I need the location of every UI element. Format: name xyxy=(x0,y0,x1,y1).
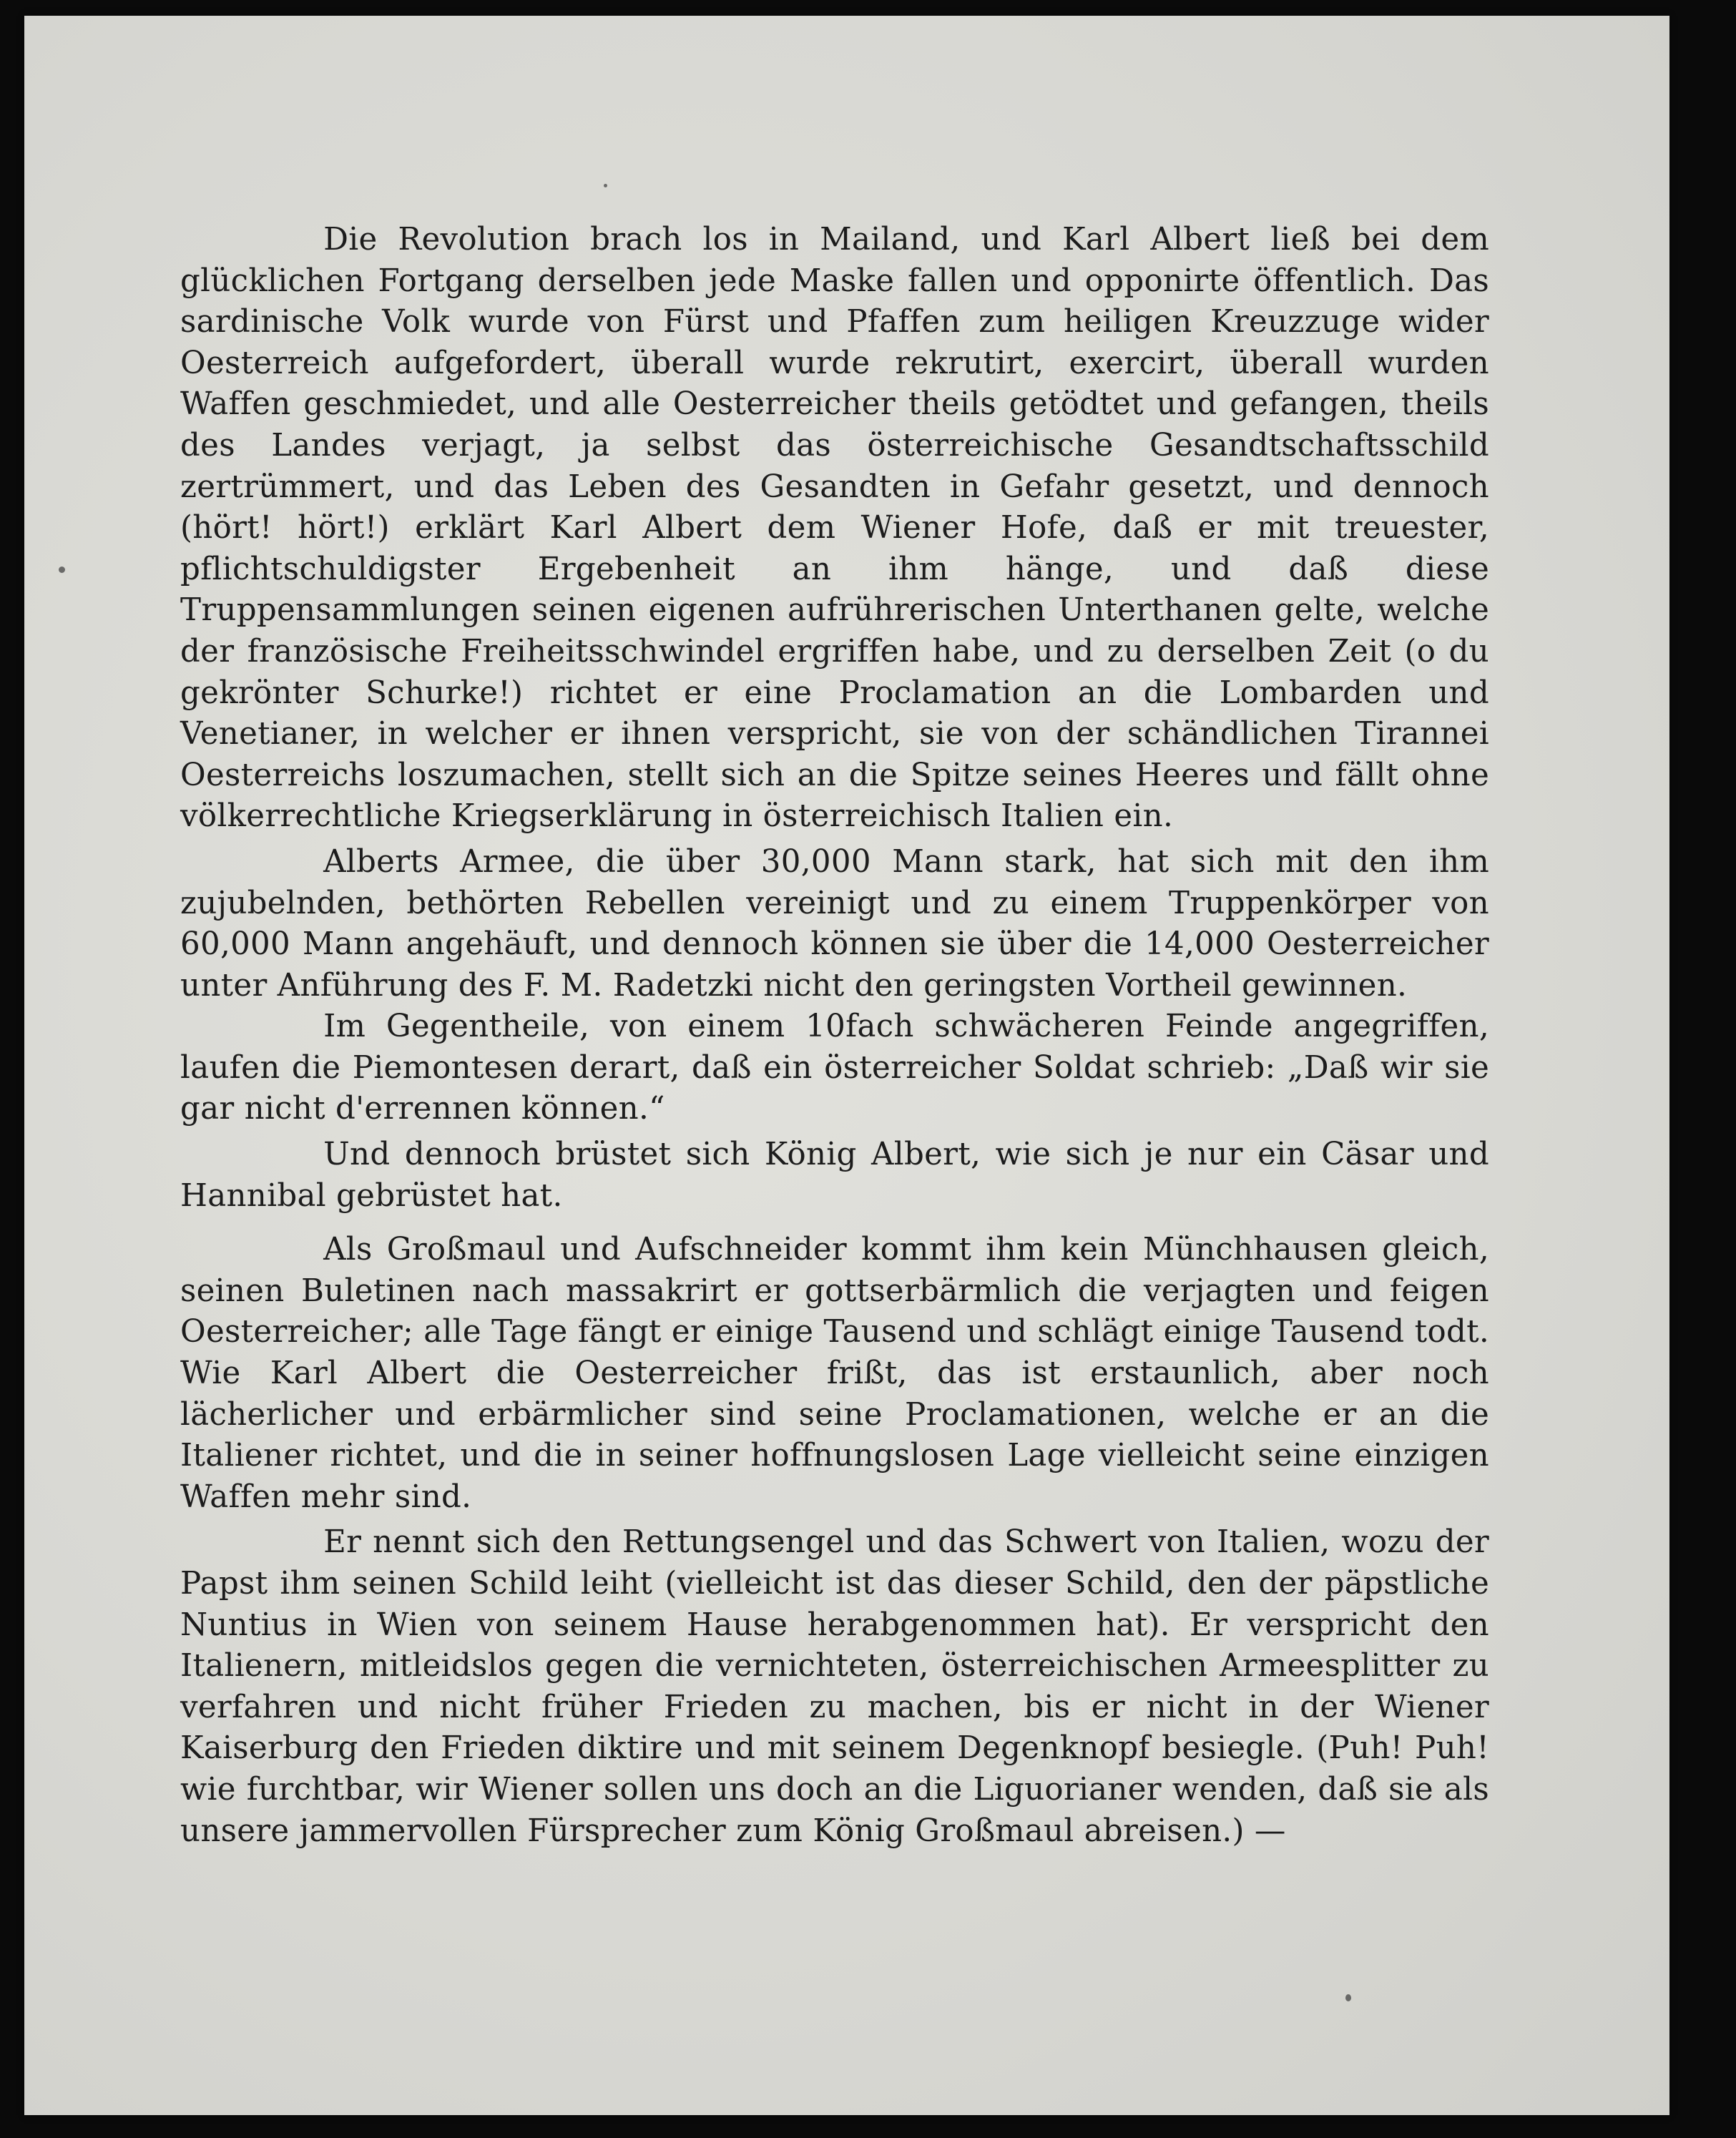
paragraph-rettungsengel: Er nennt sich den Rettungsengel und das Schwert von Italien, wozu der Papst ihm seinen Schild leiht (vielleicht ist das dieser Schild, den der päpstliche Nuntius in Wien von seinem Hause herabgenommen hat). Er verspricht den Italienern, mitleidslos gegen die vernichteten, österreichischen Armeesplitter zu verfahren und nicht früher Frieden zu machen, bis er nicht in der Wiener Kaiserburg den Frieden diktire und mit seinem Degenknopf besiegle. (Puh! Puh! wie furchtbar, wir Wiener sollen uns doch an die Liguorianer wenden, daß sie als unsere jammervollen Fürsprecher zum König Großmaul abreisen.) — xyxy=(180,1524,1489,1849)
ink-speck xyxy=(1345,1994,1351,2001)
document-page xyxy=(24,16,1669,2115)
paragraph-gegentheile: Im Gegentheile, von einem 10fach schwächeren Feinde angegriffen, laufen die Piemontesen derart, daß ein österreicher Soldat schrieb: „Daß wir sie gar nicht d'errennen können.“ xyxy=(180,1009,1489,1127)
paragraph-revolution: Die Revolution brach los in Mailand, und Karl Albert ließ bei dem glücklichen Fortgang derselben jede Maske fallen und opponirte öffentlich. Das sardinische Volk wurde von Fürst und Pfaffen zum heiligen Kreuzzuge wider Oesterreich aufgefordert, überall wurde rekrutirt, exercirt, überall wurden Waffen geschmiedet, und alle Oesterreicher theils getödtet und gefangen, theils des Landes verjagt, ja selbst das österreichische Gesandtschaftsschild zertrümmert, und das Leben des Gesandten in Gefahr gesetzt, und dennoch (hört! hört!) erklärt Karl Albert dem Wiener Hofe, daß er mit treuester, pflichtschuldigster Ergebenheit an ihm hänge, und daß diese Truppensammlungen seinen eigenen aufrührerischen Unterthanen gelte, welche der französische Freiheitsschwindel ergriffen habe, und zu derselben Zeit (o du gekrönter Schurke!) richtet er eine Proclamation an die Lombarden und Venetianer, in welcher er ihnen verspricht, sie von der schändlichen Tirannei Oesterreichs loszumachen, stellt sich an die Spitze seines Heeres und fällt ohne völkerrechtliche Kriegserklärung in österreichisch Italien ein. xyxy=(180,222,1489,835)
document-body xyxy=(180,220,1489,1852)
ink-speck xyxy=(604,184,607,187)
ink-speck xyxy=(59,567,65,573)
paragraph-grossmaul: Als Großmaul und Aufschneider kommt ihm kein Münchhausen gleich, seinen Buletinen nach massakrirt er gottserbärmlich die verjagten und feigen Oesterreicher; alle Tage fängt er einige Tausend und schlägt einige Tausend todt. Wie Karl Albert die Oesterreicher frißt, das ist erstaunlich, aber noch lächerlicher und erbärmlicher sind seine Proclamationen, welche er an die Italiener richtet, und die in seiner hoffnungslosen Lage vielleicht seine einzigen Waffen mehr sind. xyxy=(180,1232,1489,1515)
paragraph-alberts-armee: Alberts Armee, die über 30,000 Mann stark, hat sich mit den ihm zujubelnden, bethörten Rebellen vereinigt und zu einem Truppenkörper von 60,000 Mann angehäuft, und dennoch können sie über die 14,000 Oesterreicher unter Anführung des F. M. Radetzki nicht den geringsten Vortheil gewinnen. xyxy=(180,843,1489,1004)
paragraph-dennoch: Und dennoch brüstet sich König Albert, wie sich je nur ein Cäsar und Hannibal gebrüstet hat. xyxy=(180,1137,1489,1214)
